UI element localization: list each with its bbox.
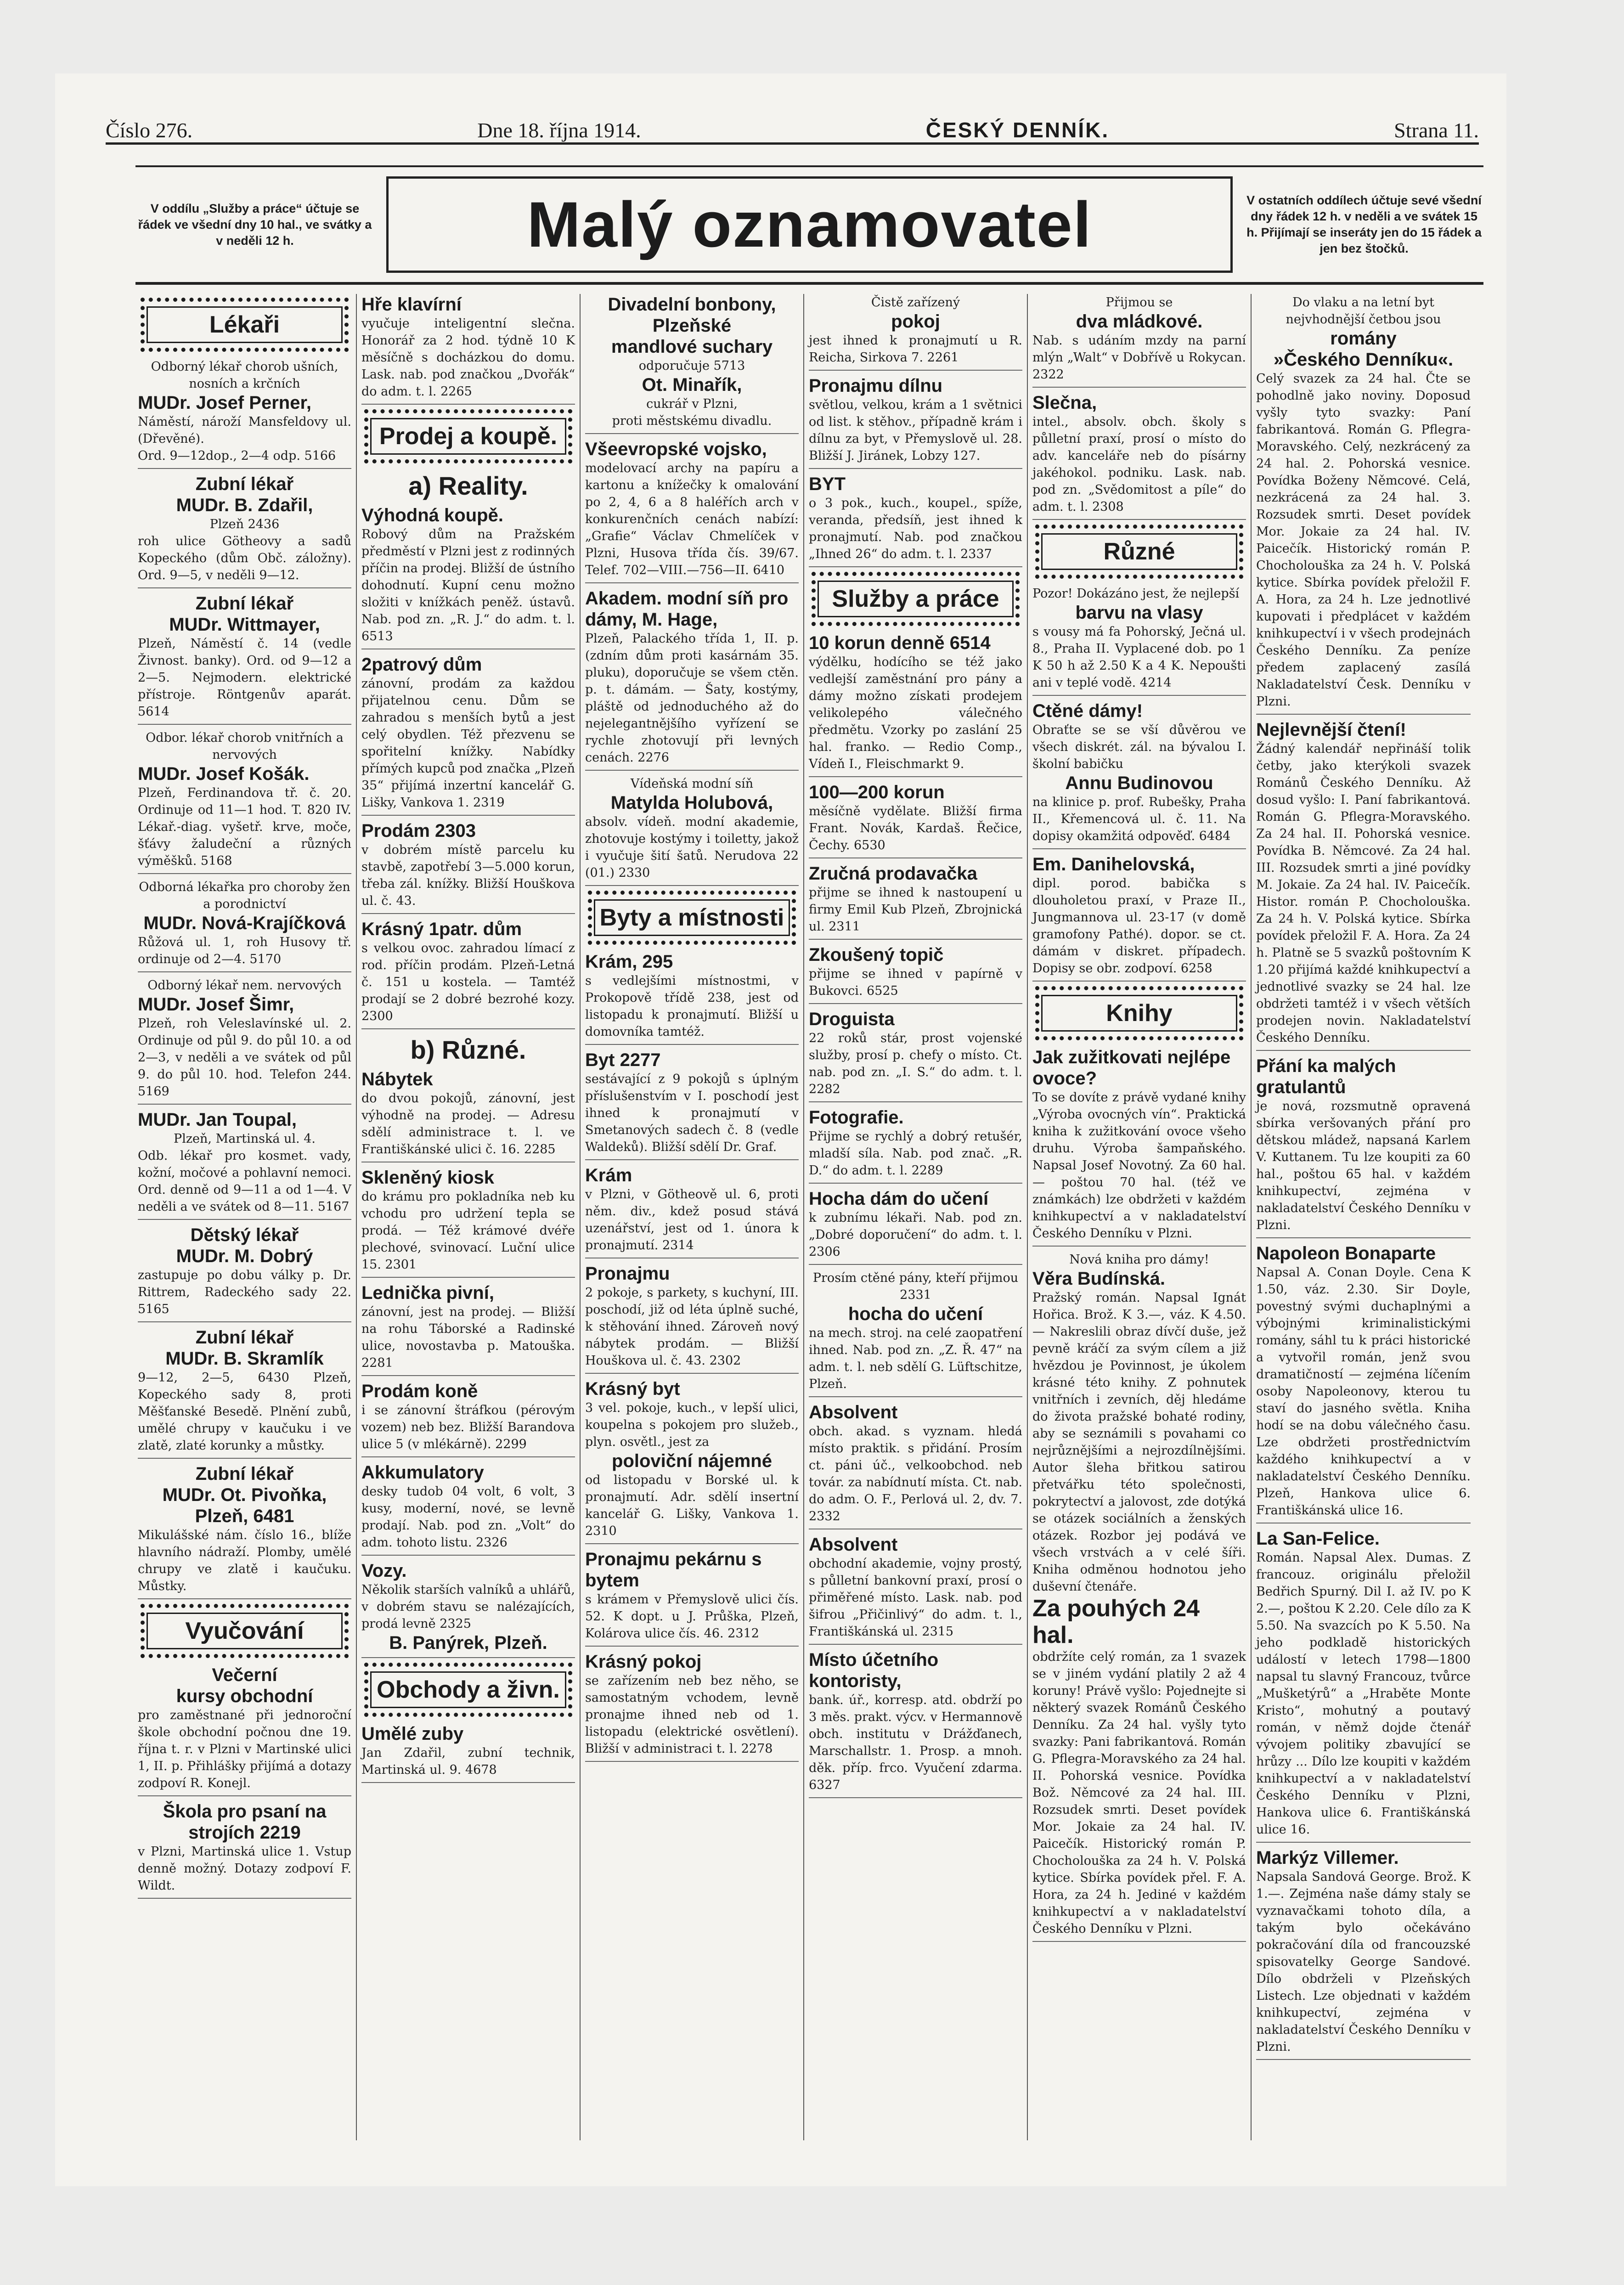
ad-text: vyučuje inteligentní slečna. Honorář za 2 hod. týdně 10 K měsíčně s docházkou do domu. Lask. nab. pod značkou „Dvořák“ do adm. t. l. 2265	[361, 316, 575, 399]
ad-text: přijme se ihned v papírně v Bukovci. 6525	[809, 967, 1022, 998]
classified-ad	[585, 1165, 799, 1258]
classified-ad	[361, 1560, 575, 1658]
ad-heading: Napoleon Bonaparte	[1256, 1243, 1436, 1264]
page-header	[106, 110, 1479, 145]
column-2	[357, 294, 581, 2140]
ad-text: Robový dům na Pražském předměstí v Plzni jest z rodinných příčin na prodej. Bližší de ústního dohodnutí. Kupní cenu možno složiti v knížkách peněž. ústavů. Nab. pod zn. „R. J.“ do adm. t. l. 6513	[361, 527, 575, 643]
ad-heading: Akkumulatory	[361, 1462, 484, 1483]
ad-text: je nová, rozsmutně opravená sbírka veršovaných přání pro dětskou mládež, napsaná Karlem V. Kuttanem. Tu lze koupiti za 60 hal., poštou 65 hal. v každém knihkupectví, zejména v nakladatelství Českého Denníku v Plzni.	[1256, 1099, 1471, 1232]
ad-text: Plzeň, Náměstí č. 14 (vedle Živnost. banky). Ord. od 9—12 a 2—5. Nejmodern. elektrické přístroje. Röntgenův aparát. 5614	[138, 637, 351, 719]
classified-ad	[585, 588, 799, 771]
classified-ad	[809, 1269, 1022, 1397]
ad-heading: MUDr. Wittmayer,	[169, 615, 320, 635]
classified-ad	[809, 782, 1022, 858]
ad-heading: Večerní	[212, 1665, 277, 1685]
subsection-heading: b) Různé.	[410, 1035, 526, 1064]
ad-text: Růžová ul. 1, roh Husovy tř. ordinuje od 2—4. 5170	[138, 935, 351, 966]
ad-text: světlou, velkou, krám a 1 světnici od list. k stěhov., případně krám i dílnu za byt, v Přemyslově ul. 28. Bližší J. Jiránek, Lobzy 127.	[809, 398, 1022, 463]
ad-text: bank. úř., korresp. atd. obdrží po 3 měs. prakt. výcv. v Hermannově obch. institutu v Drážďanech, Marschallstr. 1. Prosp. a mnoh. děk. příp. frco. Vyučení zdarma. 6327	[809, 1693, 1022, 1792]
classified-ad	[361, 1723, 575, 1783]
ad-text: Odb. lékař pro kosmet. vady, kožní, močové a pohlavní nemoci. Ord. denně od 9—11 a od 1—4. V neděli a ve svátek od 8—11. 5167	[138, 1149, 351, 1214]
ad-heading: MUDr. Josef Košák.	[138, 764, 310, 784]
issue-number: Číslo 276.	[106, 118, 193, 142]
ad-text: s vedlejšími místnostmi, v Prokopově třídě 238, jest od listopadu k pronajmutí. Bližší u domovníka tamtéž.	[585, 974, 799, 1039]
ad-text: v Plzni, Martinská ulice 1. Vstup denně možný. Dotazy zodpoví F. Wildt.	[138, 1845, 351, 1893]
ad-text: Plzeň, roh Veleslavínské ul. 2. Ordinuje od půl 9. do půl 10. a od 2—3, v neděli a ve svátek od půl 9. do půl 10. hod. Telefon 244. 5169	[138, 1016, 351, 1099]
ad-heading: Markýz Villemer.	[1256, 1848, 1399, 1868]
section-title: Malý oznamovatel	[386, 176, 1233, 273]
section-heading	[141, 1604, 349, 1658]
ad-heading: Dětský lékař	[190, 1225, 299, 1245]
classified-ad	[138, 1664, 351, 1796]
ad-text: Přijmou se	[1105, 295, 1173, 310]
classifieds-banner	[135, 165, 1483, 285]
ad-heading: Pronajmu dílnu	[809, 376, 943, 396]
section-heading	[588, 891, 796, 945]
classified-ad	[585, 439, 799, 583]
classified-ad	[361, 294, 575, 405]
ad-text: Do vlaku a na letní byt nejvhodnější četbou jsou	[1286, 295, 1441, 327]
ad-text: Nová kniha pro dámy!	[1069, 1253, 1209, 1267]
ad-text: sestávající z 9 pokojů s úplným příslušenstvím v I. poschodí jest ihned k pronajmutí v Smetanových sadech č. 8 (vedle Waldeků). Bližší sdělí Dr. Graf.	[585, 1072, 799, 1154]
ad-text: roh ulice Götheovy a sadů Kopeckého (dům Obč. záložny). Ord. 9—5, v neděli 9—12.	[138, 534, 351, 582]
classified-ad	[138, 358, 351, 469]
ad-text: do dvou pokojů, zánovní, jest výhodně na prodej. — Adresu sdělí administrace t. l. ve Františkánské ulici č. 16. 2285	[361, 1091, 575, 1157]
pricing-note-right: V ostatních oddílech účtuje sevé všední dny řádek 12 h. v neděli a ve svátek 15 h. Přijímají se inseráty jen do 15 řádek a jen bez štočků.	[1246, 193, 1482, 255]
classified-ad	[585, 294, 799, 434]
section-heading-text: Lékaři	[147, 306, 343, 343]
ad-text: se zařízením neb bez něho, se samostatným vchodem, levně pronajme ihned neb od 1. listopadu (elektrické osvětlení). Bližší v administraci t. l. 2278	[585, 1674, 799, 1756]
ad-heading: Věra Budínská.	[1032, 1269, 1166, 1289]
ad-heading: Zručná prodavačka	[809, 863, 977, 884]
classified-ad	[809, 632, 1022, 777]
ad-heading: MUDr. M. Dobrý	[176, 1246, 313, 1266]
ad-text: Plzeň, Martinská ul. 4.	[174, 1132, 316, 1146]
ad-heading: kursy obchodní	[176, 1686, 313, 1706]
ad-text: absolv. vídeň. modní akademie, zhotovuje kostýmy i toiletty, jakož i vyučuje šití šatů. Nerudova 22 (01.) 2330	[585, 815, 799, 880]
ad-text: Pražský román. Napsal Ignát Hořica. Brož. K 3.—, váz. K 4.50. — Nakreslili obraz dívčí duše, jež pevně kráčí za svým cílem a již hvězdou je Povinnost, je úkolem krásné této knihy. Z pohnutek vnitřních i zevních, děj hledáme do života pražské bohaté rodiny, aby se seznámili s povahami co nejrůznějšími a nejrozdílnějšími. Autor šleha břitkou satirou přetvářku této společnosti, pokrytectví a jalovost, zde dotýká se otázek sociálních a ženských otázek. Rozbor jej podává ve všech vrstvách a v celé šíři. Kniha odměnou hodnotou jeho duševní čtenáře.	[1032, 1291, 1246, 1594]
ad-heading: Zubní lékař	[195, 1464, 294, 1484]
classified-ad	[1256, 1055, 1471, 1238]
classified-ad	[1256, 1528, 1471, 1843]
classified-ad	[361, 505, 575, 649]
section-heading	[1035, 986, 1243, 1040]
ad-text: Vídeňská modní síň	[630, 777, 754, 791]
ad-heading: B. Panýrek, Plzeň.	[389, 1633, 547, 1653]
ad-text: k zubnímu lékaři. Nab. pod zn. „Dobré doporučení“ do adm. t. l. 2306	[809, 1211, 1022, 1259]
ad-heading: Prodám 2303	[361, 821, 476, 841]
section-heading	[364, 409, 572, 463]
ad-heading: MUDr. B. Skramlík	[165, 1348, 324, 1369]
ad-heading: poloviční nájemné	[612, 1451, 772, 1471]
ad-heading: Byt 2277	[585, 1050, 661, 1070]
ad-heading: Přání ka malých gratulantů	[1256, 1056, 1396, 1097]
ad-text: Prosím ctěné pány, kteří přijmou 2331	[812, 1271, 1019, 1302]
ad-heading: Krám	[585, 1165, 632, 1185]
page-number: Strana 11.	[1394, 118, 1479, 142]
ad-text: intel., absolv. obch. školy s půlletní praxí, prosí o místo do adv. kanceláře neb do písárny jakéhokol. podniku. Lask. nab. pod zn. „Svědomitost a píle“ do adm. t. l. 2308	[1032, 415, 1246, 514]
ad-heading: Všeevropské vojsko,	[585, 439, 767, 459]
classified-ad	[138, 474, 351, 588]
classified-ad	[361, 654, 575, 816]
ad-heading: Zkoušený topič	[809, 945, 944, 965]
classified-ad	[585, 1651, 799, 1762]
ad-heading: Jak zužitkovati nejlépe ovoce?	[1032, 1047, 1231, 1089]
classified-ad	[809, 1402, 1022, 1529]
ad-text: výdělku, hodícího se též jako vedlejší zaměstnání pro pány a dámy možno získati prodejem velikolepého válečného předmětu. Vzorky po zaslání 25 hal. franko. — Redio Comp., Vídeň I., Fleischmarkt 9.	[809, 655, 1022, 771]
classified-ad	[809, 474, 1022, 567]
ad-heading: Slečna,	[1032, 393, 1097, 413]
ad-heading: Zubní lékař	[195, 474, 294, 494]
ad-text: Plzeň, Ferdinandova tř. č. 20. Ordinuje od 11—1 hod. T. 820 IV. Lékař.-diag. vyšetř. krve, moče, šťávy žaludeční a různých výměšků. 5168	[138, 786, 351, 868]
ad-text: s vousy má fa Pohorský, Ječná ul. 8., Praha II. Vyplacené dob. po 1 K 50 h až 2.50 K a 4 K. Nepoušti ani v teplé vodě. 4214	[1032, 625, 1246, 690]
ad-text: Nab. s udáním mzdy na parní mlýn „Walt“ v Dobřívě u Rokycan. 2322	[1032, 333, 1246, 382]
ad-text: odporučuje 5713	[638, 359, 745, 373]
ad-heading: Em. Danihelovská,	[1032, 854, 1195, 875]
ad-heading: Vozy.	[361, 1561, 407, 1581]
ad-text: zastupuje po dobu války p. Dr. Rittrem, Radeckého sady 22. 5165	[138, 1268, 351, 1316]
ad-heading: Skleněný kiosk	[361, 1168, 495, 1188]
ad-heading: 10 korun denně 6514	[809, 633, 991, 653]
classified-ad	[138, 729, 351, 874]
classified-ad	[138, 1463, 351, 1599]
ad-text: Několik starších valníků a uhlářů, v dobrém stavu se nalézajících, prodá levně 2325	[361, 1583, 575, 1631]
classified-ad	[1032, 700, 1246, 849]
issue-date: Dne 18. října 1914.	[477, 118, 641, 142]
ad-text: Ord. 9—12dop., 2—4 odp. 5166	[138, 449, 336, 463]
ad-heading: »Českého Denníku«.	[1273, 350, 1454, 370]
ad-heading: MUDr. Ot. Pivoňka,	[162, 1485, 327, 1505]
ad-text: do krámu pro pokladníka neb ku vchodu pro udržení tepla se prodá. — Též krámové dvéře plechové, svinovací. Luční ulice 15. 2301	[361, 1190, 575, 1272]
classified-ad	[585, 1549, 799, 1647]
ad-text: modelovací archy na papíru a kartonu a knížečky k omalování po 2, 4, 6 a 8 haléřích arch v konkurenčních cenách nabízí: „Grafie“ Václav Chmelíček v Plzni, Husova třída čís. 39/67. Telef. 702—VIII.—756—II. 6410	[585, 461, 799, 577]
ad-heading: Pronajmu	[585, 1264, 670, 1284]
ad-text: pro zaměstnané při jednoroční škole obchodní počnou dne 19. října t. r. v Plzni v Martinské ulici 1, II. p. Přihlášky přijímá a dotazy zodpoví R. Konejl.	[138, 1708, 351, 1790]
classified-ad	[361, 1069, 575, 1162]
classified-ad	[361, 1381, 575, 1457]
classified-ad	[1032, 294, 1246, 388]
ad-text: 9—12, 2—5, 6430 Plzeň, Kopeckého sady 8, proti Měšťanské Besedě. Plnění zubů, umělé chrupy v kaučuku i ve zlatě, zlaté korunky a můstky.	[138, 1371, 351, 1453]
ad-heading: Výhodná koupě.	[361, 505, 503, 525]
ad-heading: Místo účetního kontoristy,	[809, 1650, 939, 1691]
ad-heading: BYT	[809, 474, 846, 494]
classified-ad	[1256, 719, 1471, 1051]
ad-heading: Krásný pokoj	[585, 1652, 702, 1672]
ad-heading: Absolvent	[809, 1402, 898, 1422]
section-heading-text: Vyučování	[147, 1613, 343, 1649]
ad-heading: MUDr. Josef Šimr,	[138, 994, 294, 1015]
ad-text: od listopadu v Borské ul. k pronajmutí. Adr. sdělí insertní kancelář G. Lišky, Vankova 1. 2310	[585, 1473, 799, 1538]
ad-text: cukrář v Plzni,	[646, 397, 738, 411]
ad-text: obchodní akademie, vojny prostý, s půlletní bankovní praxí, prosí o přiměřené místo. Lask. nab. pod šifrou „Přičinlivý“ do adm. t. l., Františkánská ul. 2315	[809, 1557, 1022, 1639]
section-heading	[364, 1663, 572, 1717]
ad-heading: Matylda Holubová,	[610, 793, 773, 813]
ad-text: proti městskému divadlu.	[612, 414, 772, 428]
section-heading-text: Prodej a koupě.	[370, 418, 566, 455]
classified-ad	[138, 977, 351, 1105]
classified-ad	[1032, 392, 1246, 520]
subsection-heading: a) Reality.	[408, 471, 528, 500]
ad-text: o 3 pok., kuch., koupel., spíže, veranda, předsíň, jest ihned k pronajmutí. Nab. pod značkou „Ihned 26“ do adm. t. l. 2337	[809, 496, 1022, 561]
ad-text: zánovní, jest na prodej. — Bližší na rohu Táborské a Radinské ulice, novostavba p. Matouška. 2281	[361, 1305, 575, 1370]
section-heading-text: Byty a místnosti	[594, 899, 790, 936]
ad-heading: Hocha dám do učení	[809, 1189, 989, 1209]
section-heading-text: Služby a práce	[818, 581, 1014, 617]
section-heading-text: Různé	[1041, 533, 1237, 570]
ad-text: Plzeň, Palackého třída 1, II. p. (zdním dům proti kasárnám 35. pluku), doporučuje se všem ctěn. p. t. dámám. — Šaty, kostýmy, pláště od jednoduchého až do nejelegantnějšího vyřízení se rychle zhotovují při levných cenách. 2276	[585, 632, 799, 765]
classified-ad	[1256, 1847, 1471, 2060]
ad-heading: Plzeňské	[652, 316, 732, 336]
ad-heading: Ot. Minařík,	[642, 375, 742, 395]
classified-ad	[585, 1378, 799, 1544]
classified-ad	[1032, 1047, 1246, 1247]
classified-ad	[361, 820, 575, 914]
ad-text: Čistě zařízený	[871, 295, 960, 310]
ad-text: Odborný lékař chorob ušních, nosních a krčních	[151, 360, 338, 391]
ad-heading: Akadem. modní síň pro dámy, M. Hage,	[585, 588, 789, 630]
section-heading	[812, 572, 1020, 626]
ad-text: s velkou ovoc. zahradou límací z rod. příčin prodám. Plzeň-Letná č. 151 u kostela. — Tamtéž prodají se 2 dobré bezrohé kozy. 2300	[361, 941, 575, 1023]
ad-text: 22 roků stár, prost vojenské služby, prosí p. chefy o místo. Ct. nab. pod zn. „I. S.“ do adm. t. l. 2282	[809, 1031, 1022, 1096]
ad-heading: Zubní lékař	[195, 1327, 294, 1348]
ad-text: 2 pokoje, s parkety, s kuchyní, III. poschodí, již od léta úplně suché, k stěhování ihned. Zároveň nový nábytek prodám. — Bližší Houškova ul. č. 43. 2302	[585, 1286, 799, 1368]
ad-heading: 100—200 korun	[809, 782, 945, 802]
ad-heading: MUDr. Josef Perner,	[138, 393, 311, 413]
ad-text: Odbor. lékař chorob vnitřních a nervových	[146, 731, 344, 762]
section-heading	[141, 298, 349, 352]
ad-text: Odborná lékařka pro choroby žen a porodnictví	[139, 880, 350, 911]
classified-ad	[1256, 1243, 1471, 1523]
classified-ad	[585, 775, 799, 886]
ad-heading: Nejlevnější čtení!	[1256, 720, 1406, 740]
section-heading	[1035, 525, 1243, 579]
column-4	[804, 294, 1028, 2140]
ad-heading: Plzeň, 6481	[195, 1506, 294, 1526]
column-1	[133, 294, 357, 2140]
ad-heading: Droguista	[809, 1009, 895, 1029]
ad-text: desky tudob 04 volt, 6 volt, 3 kusy, moderní, nové, se levně prodají. Nab. pod zn. „Volt“ do adm. tohoto listu. 2326	[361, 1484, 575, 1550]
ad-text: obdržíte celý román, za 1 svazek se v jiném vydání platily 2 až 4 koruny! Právě vyšlo: Pojednejte si některý svazek Románů Českého Denníku. Za 24 hal. vyšly tyto svazky: Pani fabrikantová. Román G. Pflegra-Moravského za 24 hal. II. Pohorská vesnice. Povídka Bož. Němcové za 24 hal. III. Rozsudek smrti. Deset povídek Mor. Jokaie za 24 hal. IV. Paicečík. Historický román P. Chocholouška za 24 h. V. Polská kytice. Sbírka povídek přel. F. A. Hora, za 24 h. Jediné v každém knihkupectví a v nakladatelství Českého Denníku v Plzni.	[1032, 1650, 1246, 1936]
classified-ad	[1032, 854, 1246, 982]
ad-text: i se zánovní štráfkou (pérovým vozem) neb bez. Bližší Barandova ulice 5 (v mlékárně). 2299	[361, 1403, 575, 1451]
ad-text: Jan Zdařil, zubní technik, Martinská ul. 9. 4678	[361, 1746, 575, 1777]
ad-heading: barvu na vlasy	[1075, 603, 1203, 623]
classified-ad	[809, 375, 1022, 469]
pricing-note-left: V oddílu „Služby a práce“ účtuje se řádek ve všední dny 10 hal., ve svátky a v neděli 12 h.	[138, 201, 372, 248]
ad-text: Obraťte se se vší důvěrou ve všech diskrét. zál. na bývalou I. školní babičku	[1032, 723, 1246, 771]
ad-text: na klinice p. prof. Rubešky, Praha II., Křemencová ul. č. 11. Na dopisy okamžitá odpověď. 6484	[1032, 795, 1246, 843]
ad-text: Napsala Sandová George. Brož. K 1.—. Zejména naše dámy staly se vyznavačkami tohoto díla, a takým bylo očekáváno pokračování díla od francouzské spisovatelky George Sandové. Dílo obdrželi v Plzeňských Listech. Lze objednati v každém knihkupectví, zejména v nakladatelství Českého Denníku v Plzni.	[1256, 1870, 1471, 2054]
ad-heading: MUDr. Jan Toupal,	[138, 1110, 297, 1130]
column-3	[581, 294, 804, 2140]
ad-columns	[133, 294, 1493, 2140]
classified-ad	[809, 1188, 1022, 1265]
ad-heading: Prodám koně	[361, 1381, 478, 1401]
classified-ad	[809, 1107, 1022, 1184]
ad-heading: Zubní lékař	[195, 593, 294, 614]
ad-heading: Umělé zuby	[361, 1724, 464, 1744]
classified-ad	[138, 1801, 351, 1899]
ad-text: obch. akad. s vyznam. hledá místo praktik. s přidání. Prosím ct. páni úč., velkoobchod. neb továr. za nabídnutí místa. Ct. nab. do adm. O. F., Perlová ul. 2, dv. 7. 2332	[809, 1424, 1022, 1523]
ad-heading: MUDr. Nová-Krajíčková	[143, 913, 346, 933]
section-heading-text: Knihy	[1041, 995, 1237, 1032]
ad-heading: Krásný 1patr. dům	[361, 919, 522, 939]
ad-heading: dva mládkové.	[1076, 311, 1203, 332]
column-5	[1028, 294, 1252, 2140]
ad-heading: Lednička pivní,	[361, 1283, 494, 1303]
ad-heading: MUDr. B. Zdařil,	[176, 495, 313, 515]
ad-text: To se dovíte z právě vydané knihy „Výroba ovocných vín“. Praktická kniha k zužitkování ovoce všeho druhu. Výroba šampaňského. Napsal Josef Novotný. Za 60 hal. — poštou 70 hal. (též ve známkách) lze obdržeti v každém knihkupectví a v nakladatelství Českého Denníku v Plzni.	[1032, 1090, 1246, 1241]
classified-ad	[361, 1167, 575, 1278]
ad-heading: Hře klavírní	[361, 294, 462, 315]
ad-text: 3 vel. pokoje, kuch., v lepší ulici, koupelna s pokojem pro služeb., plyn. osvětl., jest za	[585, 1401, 799, 1449]
classified-ad	[138, 879, 351, 972]
classified-ad	[809, 944, 1022, 1004]
ad-heading: Divadelní bonbony,	[608, 294, 776, 315]
classified-ad	[1032, 585, 1246, 696]
classified-ad	[585, 1049, 799, 1160]
ad-heading: Za pouhých 24 hal.	[1032, 1595, 1200, 1648]
ad-text: Odborný lékař nem. nervových	[147, 978, 342, 993]
ad-heading: Ctěné dámy!	[1032, 701, 1143, 721]
ad-text: měsíčně vydělate. Bližší firma Frant. Novák, Kardaš. Řečice, Čechy. 6530	[809, 804, 1022, 852]
ad-text: Plzeň 2436	[209, 517, 280, 531]
classified-ad	[585, 1263, 799, 1374]
ad-heading: Fotografie.	[809, 1107, 904, 1128]
classified-ad	[361, 1462, 575, 1556]
ad-heading: Annu Budinovou	[1065, 773, 1213, 793]
ad-text: na mech. stroj. na celé zaopatření ihned. Nab. pod zn. „Z. Ř. 47“ na adm. t. l. neb sdělí G. Lüftschitze, Plzeň.	[809, 1326, 1022, 1391]
ad-text: Napsal A. Conan Doyle. Cena K 1.50, váz. 2.30. Sir Doyle, povestný svými duchaplnými a výbojnými kriminalistickými romány, sáhl tu k práci historické a vytvořil román, jenž svou dramatičností — zejména líčením osoby Napoleonovy, kterou tu staví do jasného světla. Kniha hodí se na dobu válečného času. Lze obdržeti prostřednictvím každého knihkupectví a v nakladatelství Českého Denníku. Plzeň, Hankova ulice 6. Františkánská ulice 16.	[1256, 1265, 1471, 1518]
ad-text: jest ihned k pronajmutí u R. Reicha, Sirkova 7. 2261	[809, 333, 1022, 365]
ad-text: Román. Napsal Alex. Dumas. Z francouz. originálu přeložil Bedřich Spurný. Dil I. až IV. po K 2.—, poštou K 2.20. Cele dílo za K 5.50. Na svazcích po K 5.50. Na jeho podkladě historických událostí v letech 1798—1800 napsal tu slavný Francouz, tvůrce „Mušketýrů“ a „Hraběte Monte Kristo“, mohutný a poutavý román, v němž dojde čtenář vývojem politiky zbavující se hrůzy ... Dílo lze koupiti v každém knihkupectví a v nakladatelství Českého Denníku v Plzni, Hankova ulice 6. Františkánská ulice 16.	[1256, 1551, 1471, 1837]
ad-text: v dobrém místě parcelu ku stavbě, zapotřebí 3—5.000 korun, třeba zál. knížky. Bližší Houškova ul. č. 43.	[361, 843, 575, 908]
ad-heading: Krám, 295	[585, 952, 673, 972]
ad-text: Mikulášské nám. číslo 16., blíže hlavního nádraží. Plomby, umělé chrupy ve zlatě i kaučuku. Můstky.	[138, 1528, 351, 1593]
ad-heading: 2patrový dům	[361, 654, 482, 675]
ad-text: Pozor! Dokázáno jest, že nejlepší	[1032, 587, 1240, 601]
classified-ad	[1032, 1251, 1246, 1942]
ad-heading: pokoj	[891, 311, 940, 332]
column-6	[1252, 294, 1475, 2140]
ad-heading: Pronajmu pekárnu s bytem	[585, 1549, 762, 1591]
ad-heading: La San-Felice.	[1256, 1529, 1380, 1549]
section-heading-text: Obchody a živn.	[370, 1671, 566, 1708]
classified-ad	[809, 1534, 1022, 1645]
classified-ad	[809, 294, 1022, 371]
classified-ad	[361, 919, 575, 1029]
classified-ad	[138, 1109, 351, 1220]
ad-text: dipl. porod. babička s dlouholetou praxí, v Praze II., Jungmannova ul. 23-17 (v domě gramofony Pathé). dopor. se ct. dámám v diskret. případech. Dopisy se obr. zodpoví. 6258	[1032, 876, 1246, 976]
ad-heading: Škola pro psaní na strojích 2219	[163, 1801, 327, 1843]
newspaper-name: ČESKÝ DENNÍK.	[925, 118, 1110, 142]
ad-text: Žádný kalendář nepřináší tolik četby, jako kterýkoli svazek Románů Českého Denníku. Až dosud vyšlo: I. Paní fabrikantová. Román G. Pflegra-Moravského. Za 24 hal. II. Pohorská vesnice. Povídka B. Němcové. Za 24 hal. III. Rozsudek smrti a jiné povídky M. Jokaie. Za 24 hal. IV. Paicečík. Histor. román P. Chocholouška. Za 24 h. V. Polská kytice. Sbírka povídek přeložil F. A. Hora. Za 24 h. Platně se 5 svazků poštovním K 1.20 přijímá každé knihkupectví a jednotlivé svazky se 24 hal. lze obdržeti tamtéž i v všech větších prodejen novin. Nakladatelství Českého Denníku.	[1256, 742, 1471, 1045]
ad-text: Přijme se rychlý a dobrý retušér, mladší síla. Nab. pod znač. „R. D.“ do adm. t. l. 2289	[809, 1129, 1022, 1178]
classified-ad	[809, 1009, 1022, 1102]
ad-heading: romány	[1330, 328, 1397, 349]
ad-text: Celý svazek za 24 hal. Čte se pohodlně jako noviny. Doposud vyšly tyto svazky: Paní fabrikantová. Román G. Pflegra-Moravského. Celý, nezkrácený za 24 hal. 2. Pohorská vesnice. Povídka Boženy Němcové. Celá, nezkrácená za 24 hal. 3. Rozsudek smrti. Deset povídek Mor. Jokaie za 24 hal. IV. Paicečík. Historický román P. Chocholouška za 24 h. V. Polská kytice. Sbírka povídek přeložil F. A. Hora, za 24 h. Lze jednotlivé kupovati i předplácet v každém knihkupectví i v všech prodejnách Českého Denníku. Za peníze předem zaplacený zasílá Nakladatelství Česk. Denníku v Plzni.	[1256, 372, 1471, 709]
classified-ad	[361, 1282, 575, 1376]
classified-ad	[138, 593, 351, 725]
classified-ad	[809, 1649, 1022, 1798]
ad-heading: hocha do učení	[848, 1304, 983, 1324]
ad-text: zánovní, prodám za každou přijatelnou cenu. Dům se zahradou s menších bytů a jest celý obydlen. Též přezvenu se spořitelní knížky. Nabídky přímých kupců pod značka „Plzeň 35“ přijímá inzertní kancelář G. Lišky, Vankova 1. 2319	[361, 677, 575, 810]
ad-heading: Krásný byt	[585, 1379, 680, 1399]
ad-text: přijme se ihned k nastoupení u firmy Emil Kub Plzeň, Zbrojnická ul. 2311	[809, 886, 1022, 934]
classified-ad	[138, 1224, 351, 1322]
ad-text: s krámem v Přemyslově ulici čís. 52. K dopt. u J. Průška, Plzeň, Kolárova ulice čís. 46. 2312	[585, 1592, 799, 1641]
classified-ad	[809, 863, 1022, 940]
ad-heading: Absolvent	[809, 1535, 898, 1555]
classified-ad	[585, 951, 799, 1045]
ad-heading: Nábytek	[361, 1069, 433, 1089]
ad-heading: mandlové suchary	[611, 337, 773, 357]
ad-text: Náměstí, nároží Mansfeldovy ul. (Dřevěné).	[138, 415, 351, 446]
classified-ad	[1256, 294, 1471, 715]
classified-ad	[138, 1327, 351, 1459]
ad-text: v Plzni, v Götheově ul. 6, proti něm. div., kdež posud stává uzenářství, jest od 1. února k pronajmutí. 2314	[585, 1187, 799, 1253]
